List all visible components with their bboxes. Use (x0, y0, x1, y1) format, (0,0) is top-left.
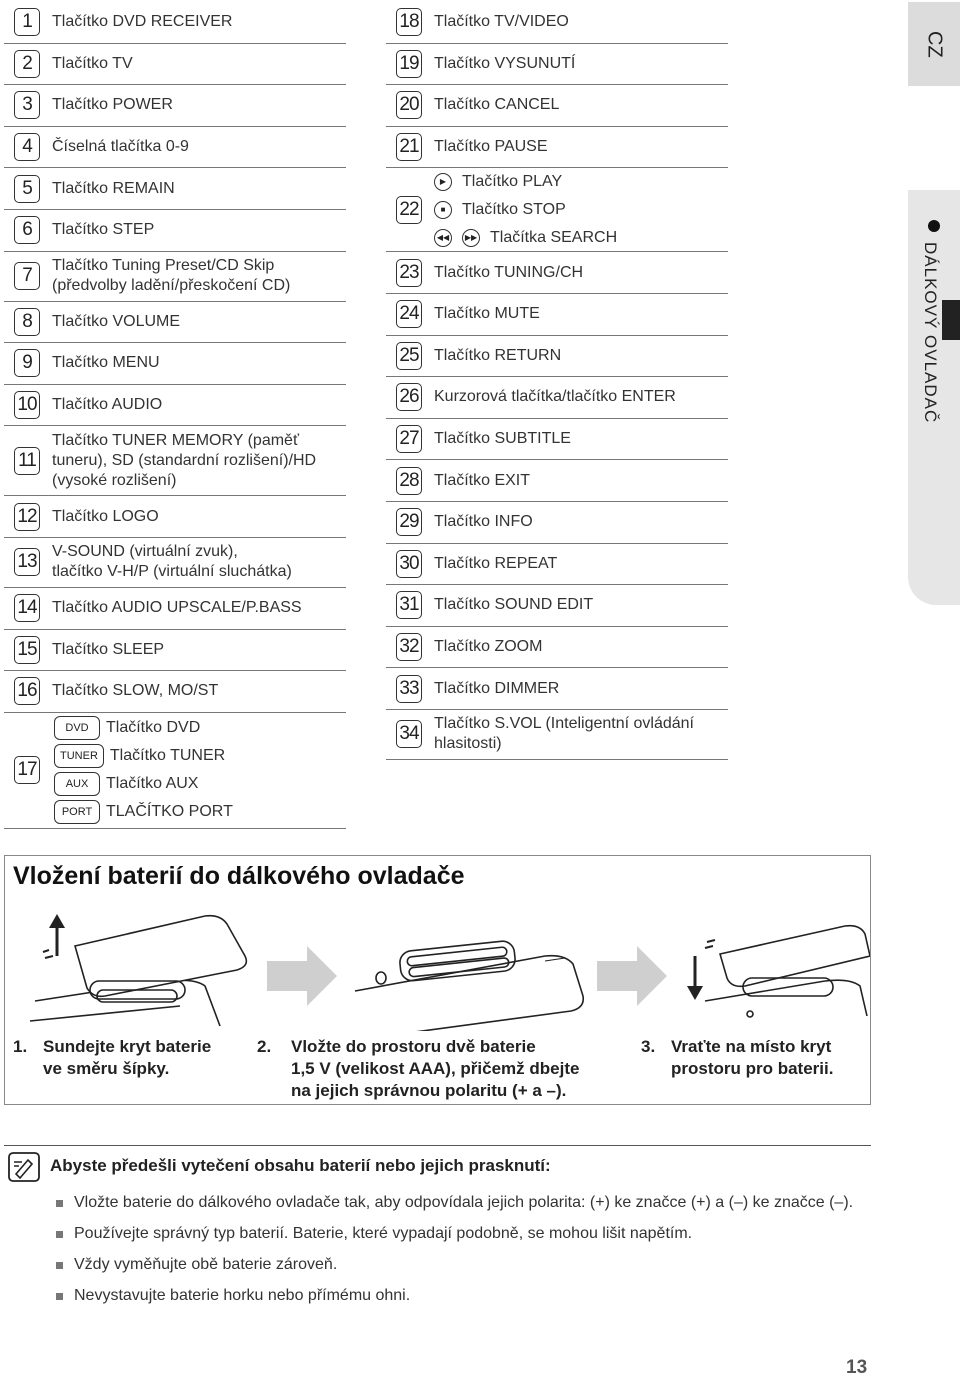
item-label (434, 263, 728, 283)
list-item (386, 168, 728, 252)
item-number: 18 (396, 8, 422, 36)
item-number: 17 (14, 756, 40, 784)
item-label-line: Tlačítko TV (52, 54, 133, 72)
item-label (434, 512, 728, 532)
item-label-line: Tlačítko INFO (434, 513, 533, 531)
note-pen-icon (8, 1152, 40, 1182)
list-item (4, 426, 346, 496)
item-label-line: Tlačítko AUDIO (52, 396, 163, 414)
item-label (52, 54, 346, 74)
list-item (386, 585, 728, 627)
item-number: 34 (396, 720, 422, 748)
item-number: 31 (396, 591, 422, 619)
right-button-list (386, 2, 728, 760)
list-item (4, 44, 346, 86)
item-number: 16 (14, 677, 40, 705)
list-item (386, 127, 728, 169)
item-label (52, 681, 346, 701)
item-label-line: Tlačítko SOUND EDIT (434, 596, 594, 614)
source-button-icon: PORT (54, 800, 100, 824)
play-icon: ▶ (434, 173, 452, 191)
item-label-line: Tlačítko LOGO (52, 507, 159, 525)
search-icon: ▶▶ (462, 229, 480, 247)
item-label (52, 312, 346, 332)
note-item: Nevystavujte baterie horku nebo přímému ohni. (56, 1287, 853, 1318)
list-item (4, 588, 346, 630)
item-number: 15 (14, 636, 40, 664)
list-item (4, 210, 346, 252)
list-item (386, 460, 728, 502)
item-number: 9 (14, 349, 40, 377)
item-number: 27 (396, 425, 422, 453)
list-item (386, 627, 728, 669)
item-number: 29 (396, 508, 422, 536)
item-label-line: Tlačítko REMAIN (52, 179, 175, 197)
item-label (434, 595, 728, 615)
item-number: 12 (14, 503, 40, 531)
item-number: 21 (396, 133, 422, 161)
item-label-line: Tlačítko STEP (52, 221, 155, 239)
item-number: 19 (396, 50, 422, 78)
item-label-line: Číselná tlačítka 0-9 (52, 138, 189, 156)
item-label (52, 431, 346, 491)
list-item (386, 44, 728, 86)
item-number: 28 (396, 467, 422, 495)
item-label-line: Tlačítko MUTE (434, 305, 540, 323)
step-text-line: Vraťte na místo kryt (671, 1037, 832, 1056)
item-label (434, 387, 728, 407)
search-icon: ◀◀ (434, 229, 452, 247)
list-item (386, 2, 728, 44)
notes-title: Abyste předešli vytečení obsahu baterií nebo jejich prasknutí: (50, 1156, 551, 1175)
item-label (52, 598, 346, 618)
list-item (4, 127, 346, 169)
item-label (52, 542, 346, 582)
item-label-line: hlasitosti) (434, 735, 502, 753)
item-number: 25 (396, 342, 422, 370)
item-number: 11 (14, 447, 40, 475)
item-label (434, 12, 728, 32)
item-label-line: Tlačítko SUBTITLE (434, 430, 571, 448)
remote-open-cover-icon (30, 914, 246, 1026)
list-item (4, 302, 346, 344)
item-label-line: tuneru), SD (standardní rozlišení)/HD (52, 451, 317, 469)
item-number: 26 (396, 383, 422, 411)
list-item (386, 502, 728, 544)
step-number: 2. (257, 1037, 272, 1056)
list-item (386, 294, 728, 336)
list-item (4, 85, 346, 127)
list-item (4, 343, 346, 385)
item-label-line: Tlačítko ZOOM (434, 638, 543, 656)
sub-item (434, 224, 728, 252)
item-number: 32 (396, 633, 422, 661)
sub-item-label: Tlačítko PLAY (462, 172, 563, 190)
step-number: 1. (13, 1037, 28, 1056)
item-number: 1 (14, 8, 40, 36)
arrow-right-icon (597, 946, 667, 1006)
list-item (4, 385, 346, 427)
list-item (386, 85, 728, 127)
item-label-line: Tlačítko VYSUNUTÍ (434, 54, 576, 72)
notes-section (4, 1145, 871, 1304)
item-label-line: Tlačítko CANCEL (434, 96, 560, 114)
note-item: Vždy vyměňujte obě baterie zároveň. (56, 1256, 853, 1287)
sub-item (52, 714, 346, 742)
item-number: 23 (396, 259, 422, 287)
step-number: 3. (641, 1037, 656, 1056)
sub-item (434, 168, 728, 196)
item-label-line: (vysoké rozlišení) (52, 471, 177, 489)
list-item (4, 168, 346, 210)
source-button-icon: TUNER (54, 744, 104, 768)
sub-item-label: Tlačítko DVD (106, 719, 201, 737)
item-number: 7 (14, 262, 40, 290)
list-item (4, 630, 346, 672)
item-label-line: Tlačítko DIMMER (434, 679, 560, 697)
item-label (52, 256, 346, 296)
item-label (434, 637, 728, 657)
sub-item-label: Tlačítko TUNER (109, 747, 226, 765)
sub-item-label: TLAČÍTKO PORT (106, 803, 233, 821)
item-label-line: Tlačítko AUDIO UPSCALE/P.BASS (52, 599, 302, 617)
item-label (52, 95, 346, 115)
item-label-line: tlačítko V-H/P (virtuální sluchátka) (52, 563, 292, 581)
list-item (386, 710, 728, 760)
step-text-line: prostoru pro baterii. (671, 1059, 834, 1078)
item-number: 3 (14, 91, 40, 119)
item-number: 6 (14, 216, 40, 244)
section-marker (942, 300, 960, 340)
list-item (4, 713, 346, 829)
sub-item-label: Tlačítko STOP (462, 200, 566, 218)
source-button-icon: DVD (54, 716, 100, 740)
sub-item (434, 196, 728, 224)
item-label (52, 220, 346, 240)
list-item (4, 496, 346, 538)
item-label (52, 714, 346, 826)
list-item (4, 671, 346, 713)
item-label (52, 179, 346, 199)
list-item (386, 419, 728, 461)
sub-item (52, 742, 346, 770)
item-number: 5 (14, 175, 40, 203)
item-label-line: Tlačítko MENU (52, 354, 160, 372)
item-label (52, 137, 346, 157)
item-label (434, 95, 728, 115)
item-label (52, 395, 346, 415)
item-label (52, 353, 346, 373)
remote-batteries-icon (355, 940, 583, 1031)
language-label: CZ (923, 30, 946, 58)
item-number: 33 (396, 675, 422, 703)
item-label-line: Tlačítko PAUSE (434, 138, 548, 156)
notes-list (56, 1194, 853, 1318)
sub-item (52, 770, 346, 798)
item-label-line: Tlačítko SLOW, MO/ST (52, 682, 219, 700)
step-text-line: ve směru šípky. (43, 1059, 170, 1078)
item-number: 10 (14, 391, 40, 419)
battery-section (4, 855, 871, 1105)
step-text-line: 1,5 V (velikost AAA), přičemž dbejte (291, 1059, 580, 1078)
item-label-line: Tlačítko DVD RECEIVER (52, 13, 233, 31)
source-button-icon: AUX (54, 772, 100, 796)
section-label: DÁLKOVÝ OVLADAČ (921, 242, 940, 424)
item-label (434, 137, 728, 157)
item-label-line: V-SOUND (virtuální zvuk), (52, 543, 238, 561)
item-label-line: (předvolby ladění/přeskočení CD) (52, 277, 291, 295)
item-number: 20 (396, 91, 422, 119)
step-text-line: na jejich správnou polaritu (+ a –). (291, 1081, 567, 1100)
list-item (386, 336, 728, 378)
list-item (386, 544, 728, 586)
section-tab (908, 190, 960, 605)
battery-title: Vložení baterií do dálkového ovladače (13, 862, 465, 890)
item-label (434, 471, 728, 491)
item-label-line: Tlačítko RETURN (434, 346, 562, 364)
item-number: 24 (396, 300, 422, 328)
page-number: 13 (846, 1357, 868, 1378)
item-label-line: Tlačítko TV/VIDEO (434, 13, 569, 31)
sub-item-label: Tlačítka SEARCH (490, 228, 618, 246)
item-label (434, 168, 728, 252)
list-item (4, 252, 346, 302)
item-label-line: Tlačítko EXIT (434, 471, 531, 489)
item-label-line: Tlačítko POWER (52, 96, 173, 114)
list-item (386, 252, 728, 294)
sub-item-label: Tlačítko AUX (106, 775, 199, 793)
arrow-right-icon (267, 946, 337, 1006)
left-button-list (4, 2, 346, 829)
list-item (386, 377, 728, 419)
bullet-dot-icon (928, 220, 940, 232)
item-label-line: Tlačítko Tuning Preset/CD Skip (52, 257, 275, 275)
note-item: Používejte správný typ baterií. Baterie, které vypadají podobně, se mohou lišit napětím. (56, 1225, 853, 1256)
item-label (52, 12, 346, 32)
item-number: 2 (14, 50, 40, 78)
item-label-line: Tlačítko SLEEP (52, 640, 165, 658)
item-label-line: Kurzorová tlačítka/tlačítko ENTER (434, 388, 676, 406)
item-label (434, 346, 728, 366)
item-label (434, 714, 728, 754)
item-label (434, 54, 728, 74)
battery-illustration (5, 886, 870, 1031)
item-label-line: Tlačítko REPEAT (434, 554, 558, 572)
note-item: Vložte baterie do dálkového ovladače tak, aby odpovídala jejich polarita: (+) ke značce (+) a (–) ke značce (–). (56, 1194, 853, 1225)
item-label (434, 554, 728, 574)
item-label (52, 507, 346, 527)
list-item (4, 538, 346, 588)
remote-close-cover-icon (687, 926, 870, 1017)
item-label-line: Tlačítko VOLUME (52, 312, 181, 330)
item-label-line: Tlačítko TUNER MEMORY (paměť (52, 431, 299, 449)
item-number: 30 (396, 550, 422, 578)
item-label (434, 429, 728, 449)
item-number: 4 (14, 133, 40, 161)
language-tab (908, 2, 960, 86)
step-text-line: Sundejte kryt baterie (43, 1037, 212, 1056)
item-label (434, 679, 728, 699)
item-number: 8 (14, 308, 40, 336)
item-label (434, 304, 728, 324)
item-label (52, 640, 346, 660)
item-number: 14 (14, 594, 40, 622)
stop-icon: ■ (434, 201, 452, 219)
step-text-line: Vložte do prostoru dvě baterie (291, 1037, 536, 1056)
item-label-line: Tlačítko TUNING/CH (434, 263, 584, 281)
item-label-line: Tlačítko S.VOL (Inteligentní ovládání (434, 715, 694, 733)
list-item (386, 668, 728, 710)
item-number: 22 (396, 196, 422, 224)
item-number: 13 (14, 548, 40, 576)
sub-item (52, 798, 346, 826)
list-item (4, 2, 346, 44)
